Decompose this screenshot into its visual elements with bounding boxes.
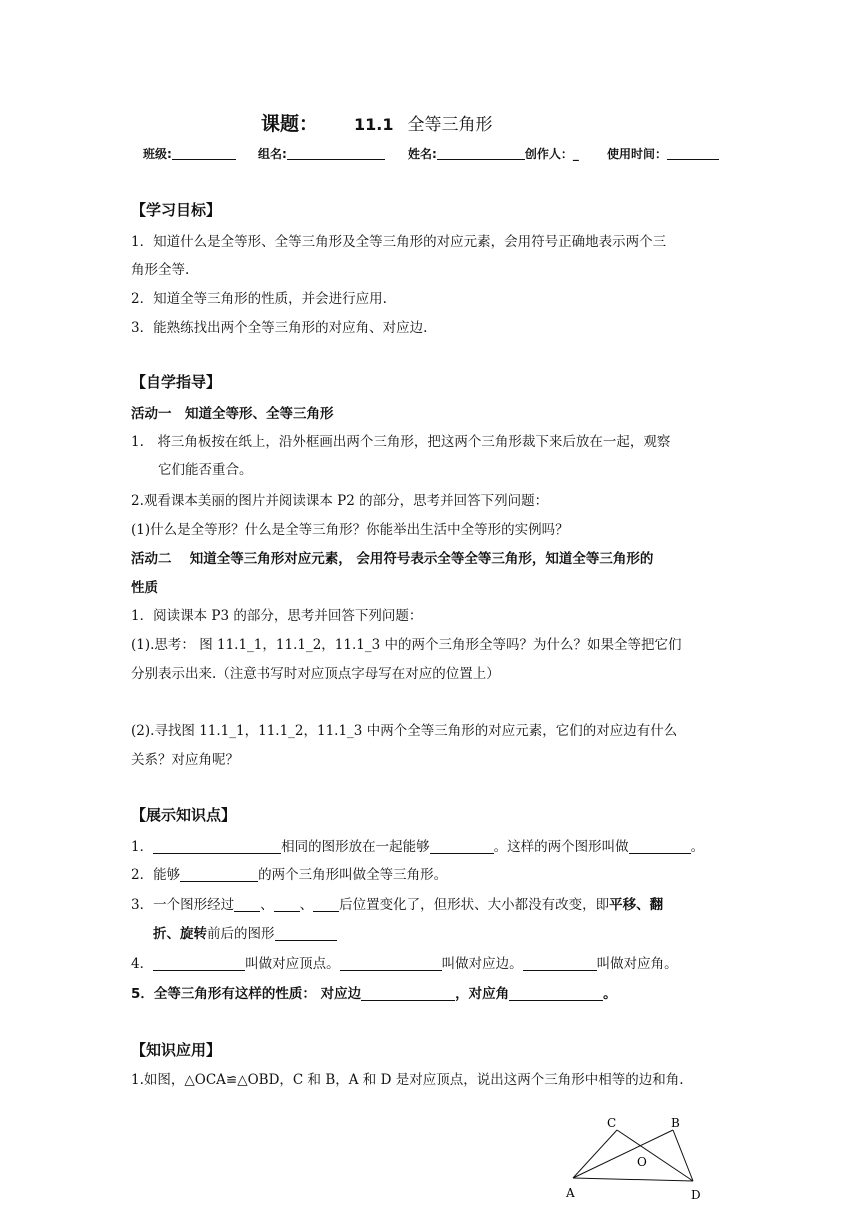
- item-text: 后位置变化了，但形状、大小都没有改变，即: [339, 897, 610, 913]
- objective-line: 3．能熟练找出两个全等三角形的对应角、对应边.: [131, 320, 428, 336]
- knowledge-item-1: [131, 835, 704, 855]
- fill-blank[interactable]: [153, 956, 245, 971]
- item-text: 5．全等三角形有这样的性质： 对应边: [131, 986, 362, 1002]
- knowledge-item-4: [131, 952, 678, 972]
- activity2-title: 活动二 知道全等三角形对应元素， 会用符号表示全等全等三角形，知道全等三角形的: [131, 551, 654, 567]
- fill-blank[interactable]: [234, 897, 260, 912]
- objective-line: 1．知道什么是全等形、全等三角形及全等三角形的对应元素，会用符号正确地表示两个三: [131, 234, 667, 250]
- item-bold-text: 折、旋转: [153, 926, 207, 942]
- label-a: A: [566, 1186, 575, 1200]
- item-text: 。: [690, 839, 705, 855]
- objective-line: 角形全等.: [131, 262, 190, 278]
- triangle-figure: [560, 1108, 710, 1208]
- name-label: 姓名:: [408, 147, 437, 161]
- fill-blank[interactable]: [275, 926, 337, 941]
- item-bold-text: 平移、翻: [609, 897, 664, 913]
- item-text: 。: [603, 986, 617, 1002]
- activity2-line: (2).寻找图 11.1_1，11.1_2，11.1_3 中两个全等三角形的对应元素，它们的对应边有什么: [131, 723, 678, 739]
- class-label: 班级:: [143, 147, 172, 161]
- activity2-line: 1．阅读课本 P3 的部分，思考并回答下列问题：: [131, 608, 423, 624]
- fill-blank[interactable]: [274, 897, 300, 912]
- fill-blank[interactable]: [153, 839, 281, 854]
- application-heading: 【知识应用】: [131, 1041, 222, 1059]
- label-b: B: [671, 1116, 680, 1130]
- segment-ca: [573, 1130, 617, 1178]
- item-text: 3．一个图形经过: [131, 897, 235, 913]
- group-blank[interactable]: [287, 147, 385, 160]
- question-1: 1.如图，△OCA≌△OBD，C 和 B，A 和 D 是对应顶点，说出这两个三角形中相等的边和角.: [131, 1072, 684, 1088]
- objective-line: 2．知道全等三角形的性质，并会进行应用.: [131, 291, 387, 307]
- knowledge-item-3: [131, 893, 663, 913]
- segment-cd: [617, 1130, 693, 1181]
- item-number: 1．: [131, 839, 154, 855]
- title-label: 课题：: [261, 113, 319, 135]
- knowledge-item-5: [131, 982, 617, 1002]
- segment-ba: [573, 1130, 673, 1178]
- fill-blank[interactable]: [430, 839, 494, 854]
- label-d: D: [691, 1188, 701, 1202]
- activity1-title: 活动一 知道全等形、全等三角形: [131, 406, 334, 422]
- fill-blank[interactable]: [361, 986, 455, 1001]
- fill-blank[interactable]: [313, 897, 339, 912]
- activity1-line: 它们能否重合。: [158, 462, 253, 478]
- knowledge-item-2: [131, 863, 447, 883]
- activity2-line: (1).思考： 图 11.1_1，11.1_2，11.1_3 中的两个三角形全等吗？为什么？如果全等把它们: [131, 637, 682, 653]
- lesson-name: 全等三角形: [407, 115, 493, 135]
- activity1-line: 1. 将三角板按在纸上，沿外框画出两个三角形，把这两个三角形裁下来后放在一起，观察: [131, 434, 671, 450]
- group-field: [258, 145, 385, 162]
- activity1-line: 2.观看课本美丽的图片并阅读课本 P2 的部分，思考并回答下列问题：: [131, 493, 549, 509]
- segment-ad: [573, 1178, 693, 1181]
- objectives-heading: 【学习目标】: [131, 201, 222, 219]
- item-text: 的两个三角形叫做全等三角形。: [258, 867, 448, 883]
- time-field: [607, 145, 719, 162]
- segment-bd: [673, 1130, 693, 1181]
- name-field: [408, 145, 579, 162]
- item-text: 前后的图形: [207, 926, 275, 942]
- item-text: 叫做对应边。: [441, 956, 523, 972]
- activity2-line: 分别表示出来.（注意书写时对应顶点字母写在对应的位置上）: [131, 666, 500, 682]
- item-text: 叫做对应角。: [596, 956, 678, 972]
- item-text: 2．能够: [131, 867, 181, 883]
- label-c: C: [607, 1116, 617, 1130]
- fill-blank[interactable]: [509, 986, 603, 1001]
- time-label: 使用时间：: [607, 147, 668, 161]
- time-blank[interactable]: [667, 147, 719, 160]
- group-label: 组名:: [258, 147, 287, 161]
- fill-blank[interactable]: [180, 867, 258, 882]
- knowledge-item-3-cont: [153, 922, 337, 942]
- fill-blank[interactable]: [340, 956, 442, 971]
- item-text: ，对应角: [455, 986, 510, 1002]
- item-text: 相同的图形放在一起能够: [281, 839, 430, 855]
- class-blank[interactable]: [172, 147, 236, 160]
- self-study-heading: 【自学指导】: [131, 373, 222, 391]
- fill-blank[interactable]: [523, 956, 597, 971]
- item-number: 4．: [131, 956, 154, 972]
- item-text: 。这样的两个图形叫做: [493, 839, 629, 855]
- activity1-line: (1)什么是全等形？什么是全等三角形？你能举出生活中全等形的实例吗？: [131, 522, 569, 538]
- fill-blank[interactable]: [629, 839, 691, 854]
- activity2-line: 关系？对应角呢？: [131, 752, 239, 768]
- item-text: 叫做对应顶点。: [245, 956, 340, 972]
- label-o: O: [637, 1155, 647, 1169]
- class-field: [143, 145, 236, 162]
- item-text: 、: [299, 897, 314, 913]
- activity2-title: 性质: [131, 580, 158, 596]
- creator-label: 创作人：_: [524, 147, 579, 161]
- name-blank[interactable]: [437, 147, 525, 160]
- item-text: 、: [260, 897, 274, 913]
- knowledge-heading: 【展示知识点】: [131, 806, 237, 824]
- lesson-number: 11.1: [354, 115, 394, 134]
- lesson-title: [261, 109, 493, 136]
